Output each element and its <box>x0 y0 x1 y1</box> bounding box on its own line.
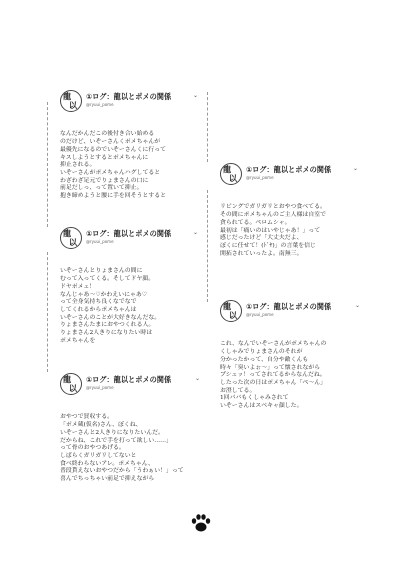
avatar-char: 龍 <box>63 92 71 101</box>
avatar-char: 以 <box>229 174 237 183</box>
thread-line <box>207 92 208 162</box>
post-body: いぞーさんとりょまさんの間に むって入ってくる。そしてドヤ顔。 ドヤポメェ！ なんじゃあ〜♡かわえいにゃあ♡ って全身気持ち良くなでなで してくれるからポメちゃんは いぞーさんのことが大好きなんだな。 りょまさんたまにおやつくれる人。 りょまさん2人きりになりたい時は ポメちゃんを <box>60 268 161 344</box>
user-handle[interactable]: @ryuui_pome <box>246 312 274 317</box>
avatar[interactable] <box>220 300 242 322</box>
post-card <box>220 300 360 426</box>
chevron-down-icon[interactable]: ⌄ <box>194 375 200 382</box>
avatar[interactable] <box>220 163 242 185</box>
thread-line <box>207 190 208 302</box>
post-body: これ、なんでいぞーさんがポメちゃんの くしゃみでりょまさんのそれが 分かったかって、自分や敵くんも 時々「臭いよぉ〜」って懐されながら プシュッ！ってされてるからなんだね。 したった次の日はポメちゃん「ぺ〜ん」 お澄してる。 1回パパもくしゃみされて いぞーさんはスベキャ顔した。 <box>220 341 327 410</box>
avatar-char: 龍 <box>223 302 231 311</box>
chevron-down-icon[interactable]: ⌄ <box>352 165 358 172</box>
post-card <box>60 90 198 216</box>
user-handle[interactable]: @ryuui_pome <box>246 175 274 180</box>
avatar-char: 龍 <box>223 165 231 174</box>
post-title: ①ログ：龍以とポメの関係 <box>86 229 172 238</box>
post-title: ①ログ：龍以とポメの関係 <box>246 302 332 311</box>
avatar-char: 以 <box>229 311 237 320</box>
post-card <box>220 163 358 274</box>
avatar-char: 以 <box>69 101 77 110</box>
user-handle[interactable]: @ryuui_pome <box>86 239 114 244</box>
avatar-char: 龍 <box>63 375 71 384</box>
avatar[interactable] <box>60 373 82 395</box>
avatar-char: 以 <box>69 384 77 393</box>
post-card <box>60 227 198 361</box>
chevron-down-icon[interactable]: ⌄ <box>192 92 198 99</box>
thread-line <box>47 102 48 227</box>
post-title: ①ログ：龍以とポメの関係 <box>86 375 172 384</box>
avatar-char: 龍 <box>63 229 71 238</box>
avatar-char: 以 <box>69 238 77 247</box>
post-title: ①ログ：龍以とポメの関係 <box>86 92 172 101</box>
paw-print-icon <box>190 512 212 534</box>
thread-line <box>47 252 48 372</box>
post-body: なんだかんだこの後付き合い始める のだけど、いぞーさんくポメちゃんが 最優先になるのでいぞーさんくに行って キスしようとするとポメちゃんに 抑止される。 いぞーさんがポメちゃんハグしてると わざわざ足元でりょまさんの口に 前足だしっ、って置いて抑止。 抱き締めようと腰に手を回そうとすると <box>60 131 167 200</box>
user-handle[interactable]: @ryuui_pome <box>86 102 114 107</box>
post-body: リビングでガリガリとおやつ食べてる。 その間にポメちゃんのご主人様は自室で 貪られてる。ペロムシャ。 最初は「痛いのはいやじゃあ！」って 感じだったけど「大丈夫だよ、 ぼくに任せて！(ﾄﾞﾔ)」の言葉を信じ 開拓されていったよ。南無三。 <box>220 204 327 257</box>
avatar[interactable] <box>60 90 82 112</box>
post-body: おやつで買収する。 「ポメ蔵(仮名)さん、ぼくね、 いぞーさんと2人きりになりたいんだ。 だからね、これで手を打って欲しい……」 って骨のおやつあげる。 しばらくガリガリしてないと 食べ終わらないアレ。ポメちゃん、 普段貰えないおやつだから「うわぁい！」って 喜んでちっちゃい前足で抑えながら <box>60 414 184 483</box>
chevron-down-icon[interactable]: ⌄ <box>192 229 198 236</box>
post-title: ①ログ：龍以とポメの関係 <box>246 165 332 174</box>
post-card <box>60 373 200 499</box>
user-handle[interactable]: @ryuui_pome <box>86 385 114 390</box>
chevron-down-icon[interactable]: ⌄ <box>354 302 360 309</box>
avatar[interactable] <box>60 227 82 249</box>
